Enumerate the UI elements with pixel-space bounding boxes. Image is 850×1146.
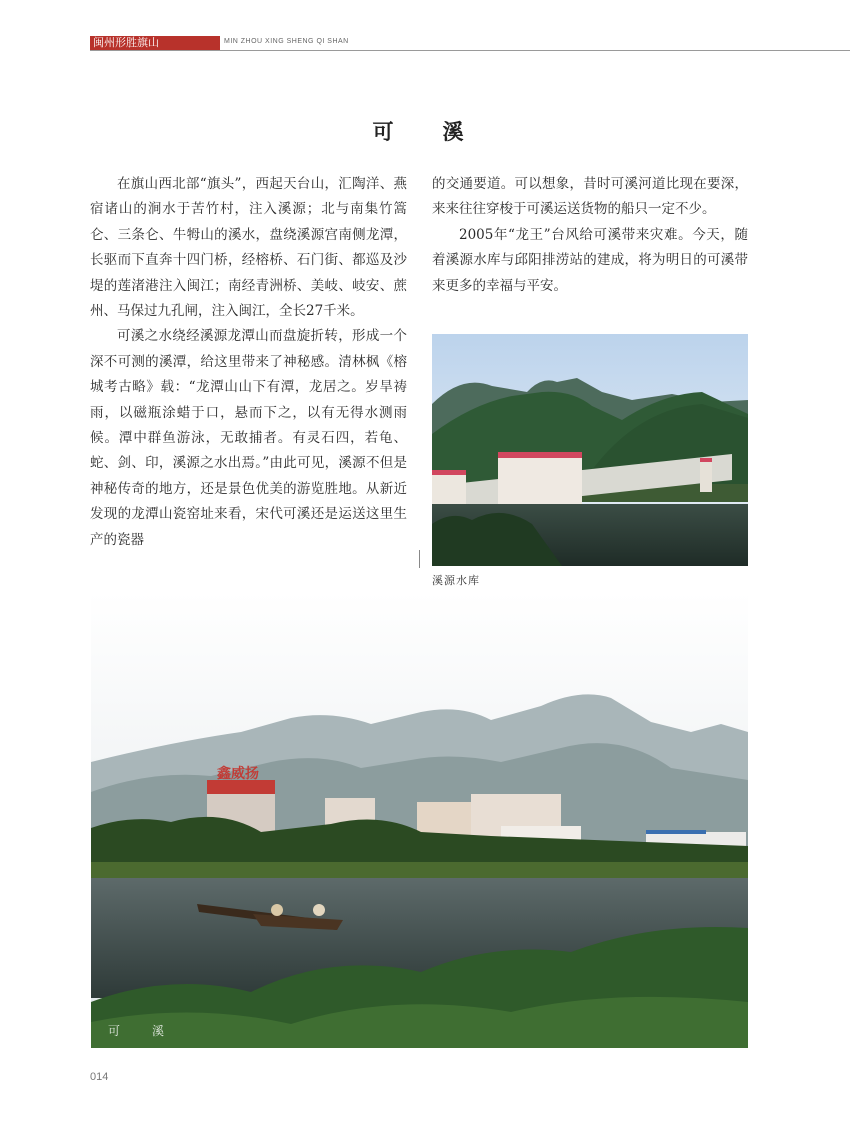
- river-caption: 可 溪: [108, 1024, 175, 1038]
- paragraph-continuation: 的交通要道。可以想象，昔时可溪河道比现在要深，来来往往穿梭于可溪运送货物的船只一定不少。: [432, 176, 748, 218]
- section-subtitle: MIN ZHOU XING SHENG QI SHAN: [224, 38, 349, 45]
- header-rule: [90, 50, 850, 51]
- reservoir-caption: 溪源水库: [432, 574, 480, 587]
- right-column: [432, 172, 748, 299]
- river-illustration: [91, 592, 748, 1048]
- reservoir-photo: [432, 334, 748, 566]
- column-divider: [419, 550, 420, 568]
- paragraph: 可溪之水绕经溪源龙潭山而盘旋折转，形成一个深不可测的溪潭，给这里带来了神秘感。清林枫《榕城考古略》载：“龙潭山山下有潭，龙居之。岁旱祷雨，以磁瓶涂蜡于口，悬而下之，以有无得水测雨候。潭中群鱼游泳，无敢捕者。有灵石四，若龟、蛇、剑、印，溪源之水出焉。”由此可见，溪源不但是神秘传奇的地方，还是景色优美的游览胜地。从新近发现的龙潭山瓷窑址来看，宋代可溪还是运送这里生产的瓷器: [90, 328, 407, 548]
- left-column: [90, 172, 407, 553]
- page-number: 014: [90, 1071, 109, 1083]
- article-title: 可 溪: [372, 119, 478, 144]
- paragraph: 2005年“龙王”台风给可溪带来灾难。今天，随着溪源水库与邱阳排涝站的建成，将为明日的可溪带来更多的幸福与平安。: [432, 226, 748, 294]
- reservoir-illustration: [432, 334, 748, 566]
- paragraph: 在旗山西北部“旗头”，西起天台山，汇陶洋、燕宿诸山的涧水于苦竹村，注入溪源；北与南集竹篙仑、三条仑、牛牳山的溪水，盘绕溪源宫南侧龙潭，长驱而下直奔十四门桥，经榕桥、石门街、都巡及沙堤的莲渚港注入闽江；南经青洲桥、美岐、岐安、蔗州、马保过九孔闸，注入闽江，全长27千米。: [90, 176, 407, 320]
- river-photo: [91, 592, 748, 1048]
- section-tag: 闽州形胜旗山: [90, 36, 220, 50]
- building-sign: 鑫威扬: [217, 766, 259, 782]
